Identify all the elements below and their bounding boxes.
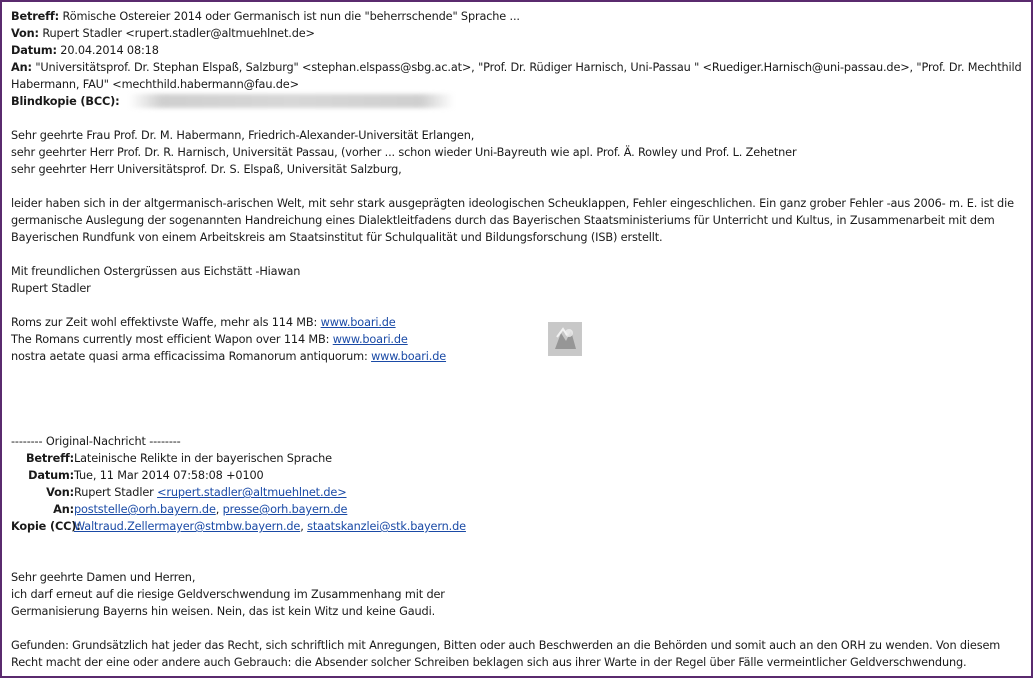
date-value: 20.04.2014 08:18 (60, 44, 159, 57)
from-row (11, 25, 1025, 42)
signature-name: Rupert Stadler (11, 282, 91, 295)
to-value: "Universitätsprof. Dr. Stephan Elspaß, Salzburg" <stephan.elspass@sbg.ac.at>, "Prof. Dr. Rüdiger Harnisch, Uni-Passau " <Ruediger.Harnisch@uni-passau.de>, "Prof. Dr. Mechthild Habermann, FAU" <mechthild.habermann@fau.de> (11, 61, 1022, 91)
signature-text: The Romans currently most efficient Wapon over 114 MB: (11, 333, 333, 346)
original-message-separator: -------- Original-Nachricht -------- (11, 435, 181, 448)
original-to-email-link[interactable]: presse@orh.bayern.de (222, 503, 348, 516)
greeting-line: sehr geehrter Herr Universitätsprof. Dr. S. Elspaß, Universität Salzburg, (11, 163, 402, 176)
original-body-line: Sehr geehrte Damen und Herren, (11, 571, 196, 584)
subject-value: Römische Ostereier 2014 oder Germanisch ist nun die "beherrschende" Sprache ... (62, 10, 520, 23)
original-subject-value: Lateinische Relikte in der bayerischen Sprache (74, 452, 332, 465)
signature-text: Roms zur Zeit wohl effektivste Waffe, mehr als 114 MB: (11, 316, 321, 329)
original-from-name: Rupert Stadler (74, 486, 158, 499)
original-to-row (11, 501, 1025, 518)
website-link[interactable]: www.boari.de (332, 333, 408, 346)
original-cc-email-link[interactable]: staatskanzlei@stk.bayern.de (307, 520, 466, 533)
original-date-row (11, 467, 1025, 484)
original-date-label: Datum: (28, 469, 74, 482)
from-value: Rupert Stadler <rupert.stadler@altmuehlnet.de> (42, 27, 315, 40)
original-to-email-link[interactable]: poststelle@orh.bayern.de (74, 503, 216, 516)
subject-label: Betreff: (11, 10, 60, 23)
from-label: Von: (11, 27, 39, 40)
signature-text: nostra aetate quasi arma efficacissima Romanorum antiquorum: (11, 350, 372, 363)
original-subject-label: Betreff: (25, 452, 74, 465)
original-cc-label: Kopie (CC): (11, 520, 81, 533)
closing-line: Mit freundlichen Ostergrüssen aus Eichstätt -Hiawan (11, 265, 301, 278)
to-label: An: (11, 61, 32, 74)
original-to-label: An: (53, 503, 74, 516)
greeting-line: Sehr geehrte Frau Prof. Dr. M. Habermann, Friedrich-Alexander-Universität Erlangen, (11, 129, 475, 142)
bcc-row (11, 93, 1025, 110)
attachment-thumbnail-icon[interactable] (548, 322, 582, 356)
signature-line (11, 348, 1025, 365)
original-body-line: Germanisierung Bayerns hin weisen. Nein, das ist kein Witz und keine Gaudi. (11, 605, 436, 618)
original-date-value: Tue, 11 Mar 2014 07:58:08 +0100 (74, 469, 264, 482)
website-link[interactable]: www.boari.de (320, 316, 396, 329)
original-subject-row (11, 450, 1025, 467)
signature-line (11, 314, 1025, 331)
separator-comma: , (300, 520, 308, 533)
original-from-row (11, 484, 1025, 501)
body-paragraph: leider haben sich in der altgermanisch-arischen Welt, mit sehr stark ausgeprägten ideologischen Scheuklappen, Fehler eingeschlichen. Ein ganz grober Fehler -aus 2006- m. E. ist die germanische Auslegung der sogenannten Handreichung eines Dialektleitfadens durch das Bayerischen Staatsministeriums für Unterricht und Kultus, in Zusammenarbeit mit dem Bayerischen Rundfunk von einem Arbeitskreis am Staatsinstitut für Schulqualität und Bildungsforschung (ISB) erstellt. (11, 197, 1014, 244)
website-link[interactable]: www.boari.de (371, 350, 447, 363)
bcc-label: Blindkopie (BCC): (11, 95, 120, 108)
date-label: Datum: (11, 44, 57, 57)
greeting-line: sehr geehrter Herr Prof. Dr. R. Harnisch, Universität Passau, (vorher ... schon wieder Uni-Bayreuth wie apl. Prof. Ä. Rowley und Prof. L. Zehetner (11, 146, 797, 159)
date-row (11, 42, 1025, 59)
original-cc-email-link[interactable]: Waltraud.Zellermayer@stmbw.bayern.de (74, 520, 301, 533)
to-row (11, 59, 1025, 93)
original-body-line: ich darf erneut auf die riesige Geldverschwendung im Zusammenhang mit der (11, 588, 445, 601)
signature-line (11, 331, 1025, 348)
subject-row (11, 8, 1025, 25)
original-cc-row (11, 518, 1025, 535)
original-from-label: Von: (46, 486, 74, 499)
email-content (11, 8, 1025, 671)
original-body-paragraph: Gefunden: Grundsätzlich hat jeder das Recht, sich schriftlich mit Anregungen, Bitten oder auch Beschwerden an die Behörden und somit auch an den ORH zu wenden. Von diesem Recht macht der eine oder andere auch Gebrauch: die Absender solcher Schreiben beklagen sich aus ihrer Warte in der Regel über Fälle vermeintlicher Geldverschwendung. (11, 639, 1001, 669)
separator-comma: , (215, 503, 223, 516)
redacted-bcc (129, 94, 454, 108)
original-from-email-link[interactable]: <rupert.stadler@altmuehlnet.de> (157, 486, 347, 499)
